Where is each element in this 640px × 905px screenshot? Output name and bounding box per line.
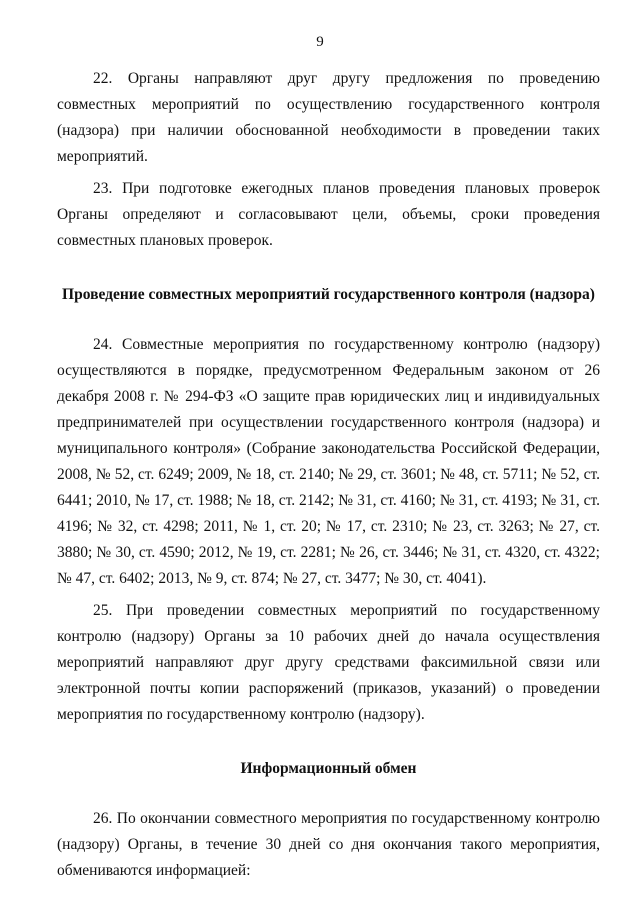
- paragraph-24: 24. Совместные мероприятия по государственному контролю (надзору) осуществляются в порядке, предусмотренном Федеральным законом от 26 декабря 2008 г. № 294-ФЗ «О защите прав юридических лиц и индивидуальных предпринимателей при осуществлении государственного контроля (надзора) и муниципального контроля» (Собрание законодательства Российской Федерации, 2008, № 52, ст. 6249; 2009, № 18, ст. 2140; № 29, ст. 3601; № 48, ст. 5711; № 52, ст. 6441; 2010, № 17, ст. 1988; № 18, ст. 2142; № 31, ст. 4160; № 31, ст. 4193; № 31, ст. 4196; № 32, ст. 4298; 2011, № 1, ст. 20; № 17, ст. 2310; № 23, ст. 3263; № 27, ст. 3880; № 30, ст. 4590; 2012, № 19, ст. 2281; № 26, ст. 3446; № 31, ст. 4320, ст. 4322; № 47, ст. 6402; 2013, № 9, ст. 874; № 27, ст. 3477; № 30, ст. 4041).: [57, 336, 600, 587]
- section-heading-joint-measures: Проведение совместных мероприятий государственного контроля (надзора): [62, 286, 595, 303]
- spacer: [57, 782, 600, 806]
- section-heading-information-exchange: Информационный обмен: [240, 760, 417, 777]
- page-number: 9: [316, 34, 324, 50]
- paragraph-26: 26. По окончании совместного мероприятия по государственному контролю (надзору) Органы, в течение 30 дней со дня окончания такого мероприятия, обмениваются информацией:: [57, 810, 600, 879]
- spacer: [57, 308, 600, 332]
- spacer: [57, 254, 600, 282]
- paragraph-22: 22. Органы направляют друг другу предложения по проведению совместных мероприятий по осуществлению государственного контроля (надзора) при наличии обоснованной необходимости в проведении таких мероприятий.: [57, 70, 600, 165]
- spacer: [57, 728, 600, 756]
- document-body: [57, 66, 600, 884]
- paragraph-25: 25. При проведении совместных мероприятий по государственному контролю (надзору) Органы за 10 рабочих дней до начала осуществления мероприятий направляют друг другу средствами факсимильной связи или электронной почты копии распоряжений (приказов, указаний) о проведении мероприятия по государственному контролю (надзору).: [57, 602, 600, 723]
- paragraph-23: 23. При подготовке ежегодных планов проведения плановых проверок Органы определяют и согласовывают цели, объемы, сроки проведения совместных плановых проверок.: [57, 180, 600, 249]
